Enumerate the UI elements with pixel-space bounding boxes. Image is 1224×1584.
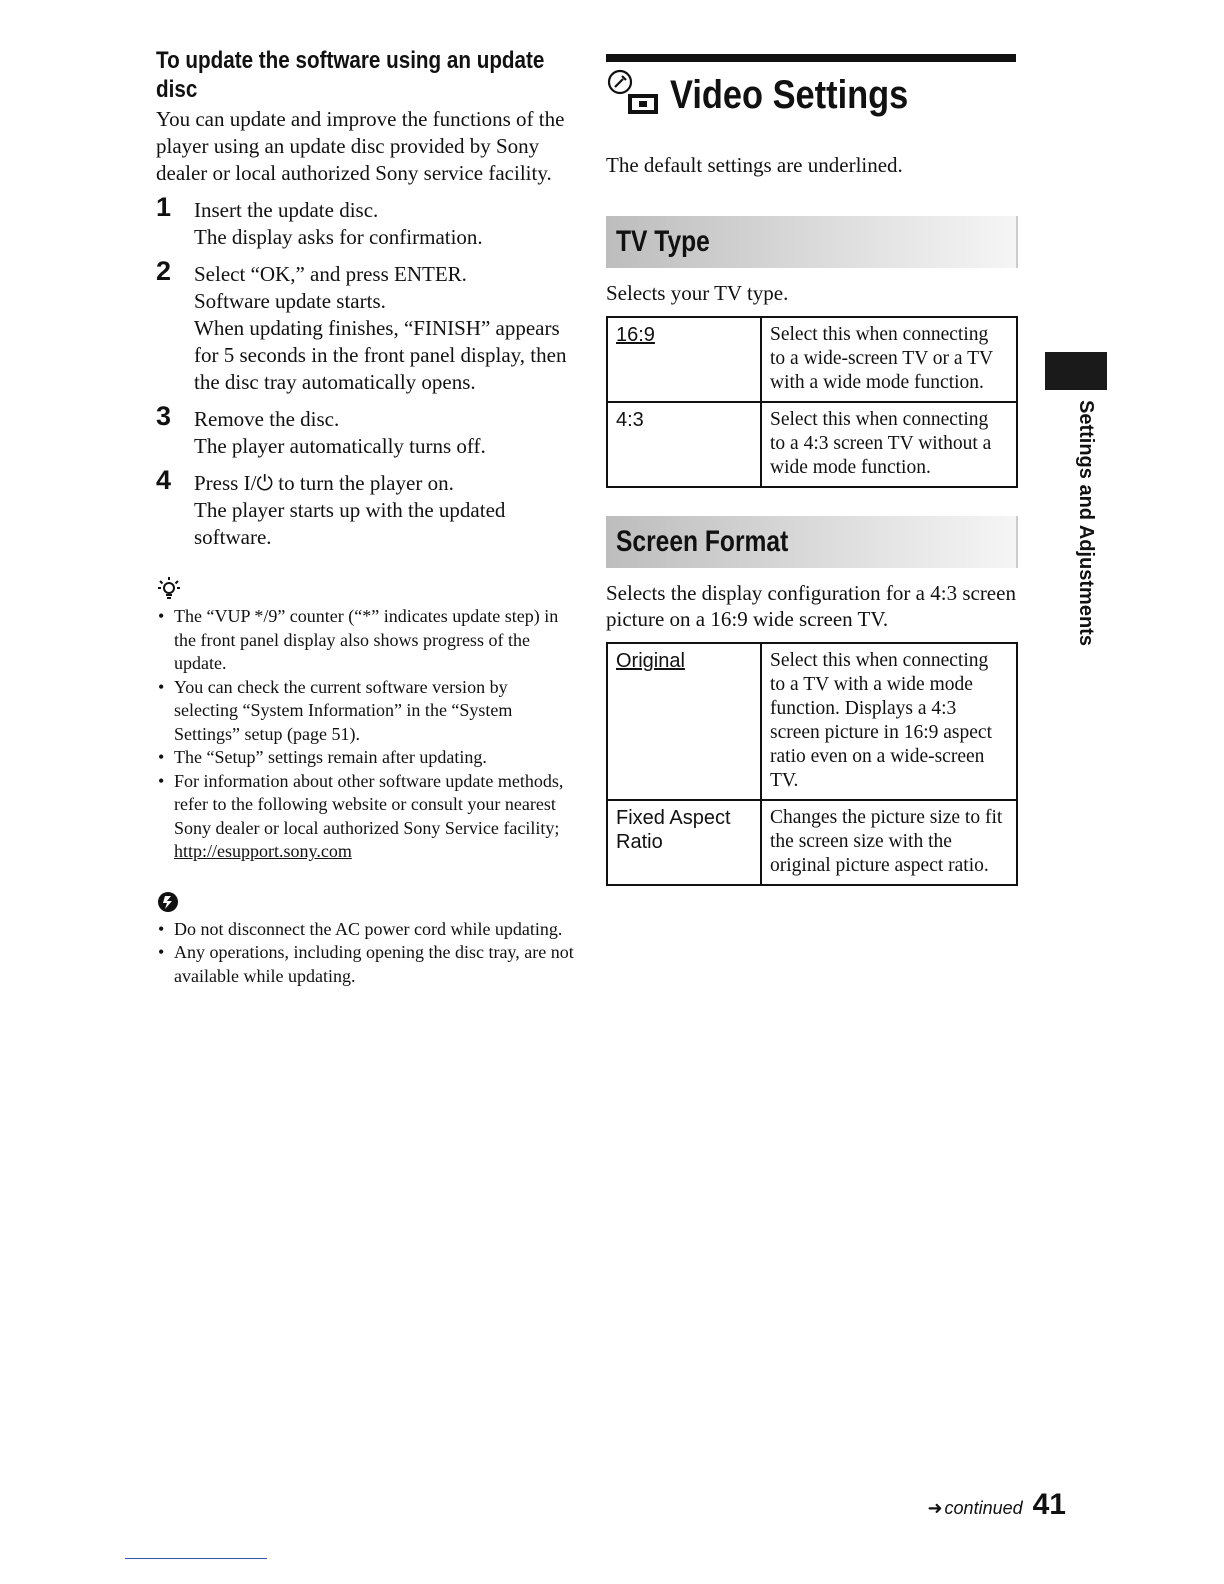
- step-line: The player automatically turns off.: [194, 434, 486, 458]
- step-line: Software update starts.: [194, 289, 386, 313]
- step-number: 1: [156, 192, 172, 222]
- footnote-rule: [125, 1558, 267, 1559]
- option-name: 16:9: [616, 324, 655, 346]
- step-line: When updating finishes, “FINISH” appears for 5 seconds in the front panel display, then the disc tray automatically opens.: [194, 316, 567, 394]
- step-line: Insert the update disc.: [194, 198, 379, 222]
- option-name: Original: [616, 650, 685, 672]
- screen-format-heading-band: [606, 516, 1018, 568]
- lightbulb-icon: [156, 575, 576, 601]
- step-line: The display asks for confirmation.: [194, 225, 483, 249]
- table-row: [607, 643, 1017, 800]
- hint-text: For information about other software update methods, refer to the following website or consult your nearest Sony dealer or local authorized Sony Service facility;: [174, 770, 564, 838]
- arrow-right-icon: ➜: [927, 1498, 943, 1519]
- step-line: The player starts up with the updated software.: [194, 498, 506, 549]
- step-number: 2: [156, 256, 172, 286]
- title-row: [606, 68, 1020, 123]
- section-tab-marker: [1045, 352, 1107, 390]
- step-line: Select “OK,” and press ENTER.: [194, 262, 467, 286]
- right-column: [606, 54, 1020, 914]
- page-number: 41: [1032, 1488, 1066, 1521]
- step-line: Remove the disc.: [194, 407, 340, 431]
- option-description: Changes the picture size to fit the screen size with the original picture aspect ratio.: [761, 800, 1017, 885]
- hint-item: • You can check the current software version by selecting “System Information” in the “System Settings” setup (page 51).: [156, 676, 576, 747]
- option-description: Select this when connecting to a wide-screen TV or a TV with a wide mode function.: [761, 317, 1017, 402]
- page-footer: [927, 1488, 1066, 1522]
- tv-type-table: [606, 316, 1018, 488]
- intro-paragraph: You can update and improve the functions of the player using an update disc provided by Sony dealer or local authorized Sony service facility.: [156, 107, 565, 185]
- tv-type-heading: TV Type: [616, 225, 710, 258]
- title-rule: [606, 54, 1016, 62]
- step-2: [156, 256, 576, 396]
- left-column: [156, 46, 576, 988]
- table-row: [607, 317, 1017, 402]
- section-tab-label: Settings and Adjustments: [1075, 400, 1097, 646]
- support-link[interactable]: http://esupport.sony.com: [174, 841, 352, 861]
- continued-label: continued: [944, 1498, 1023, 1518]
- default-note: The default settings are underlined.: [606, 153, 903, 177]
- note-item: • Do not disconnect the AC power cord while updating.: [156, 918, 576, 942]
- step-number: 3: [156, 401, 172, 431]
- step-1: [156, 192, 576, 251]
- screen-format-heading: Screen Format: [616, 525, 789, 558]
- hint-item: • The “Setup” settings remain after updating.: [156, 746, 576, 770]
- screen-format-table: [606, 642, 1018, 886]
- option-name: 4:3: [607, 402, 761, 487]
- option-description: Select this when connecting to a TV with a wide mode function. Displays a 4:3 screen picture in 16:9 aspect ratio even on a wide-screen TV.: [761, 643, 1017, 800]
- page-title: Video Settings: [670, 73, 909, 117]
- table-row: [607, 800, 1017, 885]
- screen-format-description: Selects the display configuration for a 4:3 screen picture on a 16:9 wide screen TV.: [606, 581, 1016, 631]
- hint-item: • The “VUP */9” counter (“*” indicates update step) in the front panel display also shows progress of the update.: [156, 605, 576, 676]
- table-row: [607, 402, 1017, 487]
- section-heading: To update the software using an update disc: [156, 47, 545, 103]
- option-name: Fixed Aspect Ratio: [607, 800, 761, 885]
- caution-icon: [156, 888, 576, 914]
- tv-type-heading-band: [606, 216, 1018, 268]
- step-line: Press I/⏻ to turn the player on.: [194, 471, 454, 495]
- hints-list: [156, 605, 576, 864]
- notes-list: [156, 918, 576, 989]
- option-description: Select this when connecting to a 4:3 screen TV without a wide mode function.: [761, 402, 1017, 487]
- step-number: 4: [156, 465, 172, 495]
- video-settings-icon: [606, 68, 662, 123]
- section-tab: [1073, 400, 1103, 646]
- step-3: [156, 401, 576, 460]
- hint-item: [156, 770, 576, 864]
- tv-type-description: Selects your TV type.: [606, 281, 789, 305]
- note-item: • Any operations, including opening the disc tray, are not available while updating.: [156, 941, 576, 988]
- step-4: [156, 465, 576, 551]
